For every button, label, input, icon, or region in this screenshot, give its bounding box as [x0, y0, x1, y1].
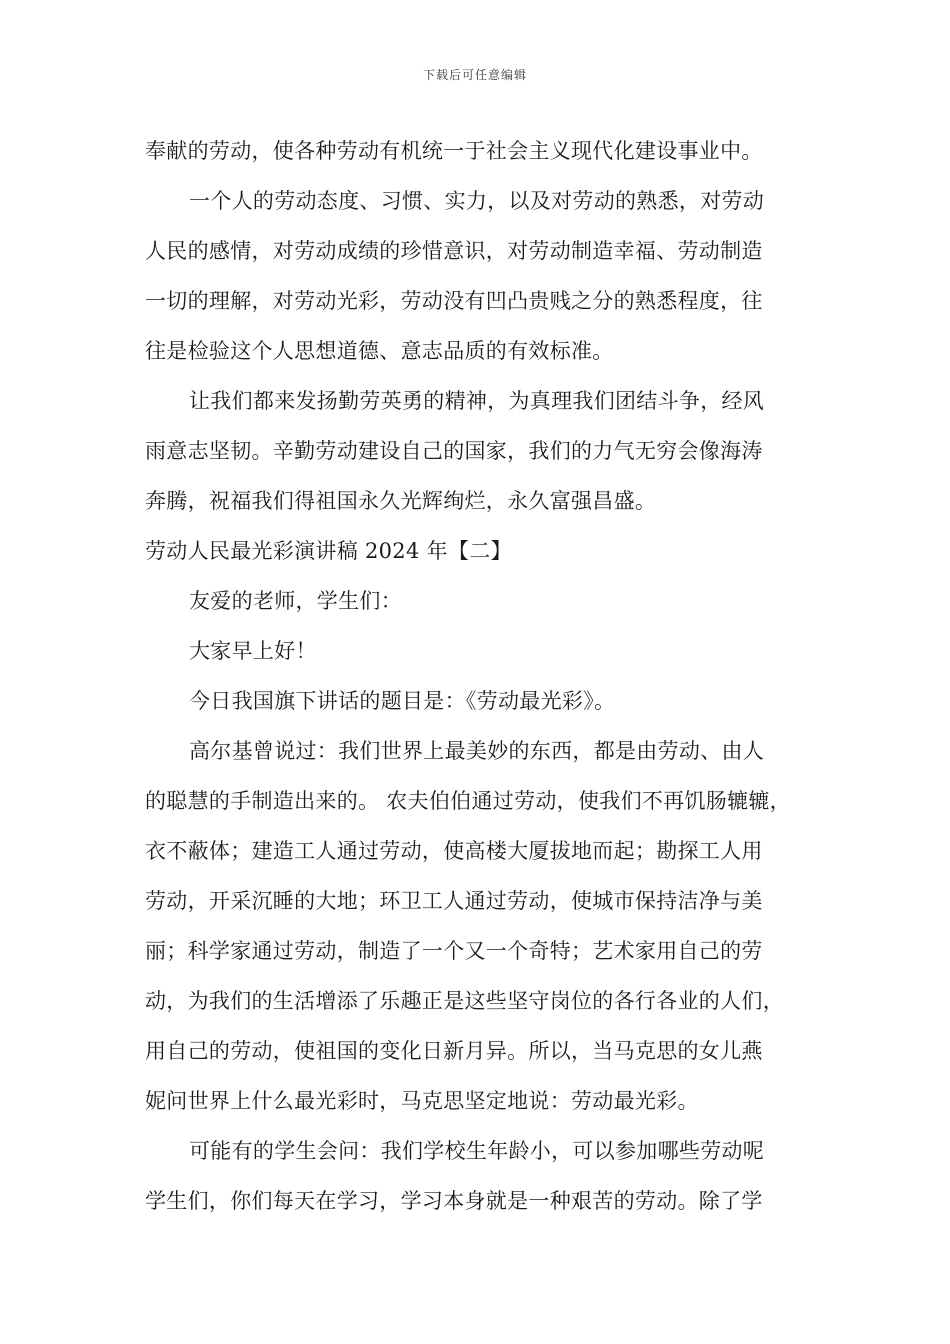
text-line: 衣不蔽体；建造工人通过劳动，使高楼大厦拔地而起；勘探工人用	[145, 839, 763, 863]
text-line: 往是检验这个人思想道德、意志品质的有效标准。	[145, 339, 614, 363]
text-line: 一切的理解，对劳动光彩，劳动没有凹凸贵贱之分的熟悉程度，往	[145, 289, 763, 313]
text-line: 大家早上好！	[189, 639, 317, 663]
text-line: 的聪慧的手制造出来的。 农夫伯伯通过劳动，使我们不再饥肠辘辘，	[145, 789, 791, 813]
text-line: 高尔基曾说过：我们世界上最美妙的东西，都是由劳动、由人	[189, 739, 765, 763]
header-note: 下载后可任意编辑	[422, 68, 527, 82]
text-line: 奉献的劳动，使各种劳动有机统一于社会主义现代化建设事业中。	[145, 139, 763, 163]
text-line: 妮问世界上什么最光彩时，马克思坚定地说：劳动最光彩。	[145, 1089, 699, 1113]
section-heading: 劳动人民最光彩演讲稿 2024 年【二】	[145, 539, 512, 563]
text-line: 今日我国旗下讲话的题目是：《劳动最光彩》。	[189, 689, 616, 713]
text-line: 可能有的学生会问：我们学校生年龄小，可以参加哪些劳动呢	[189, 1139, 765, 1163]
text-line: 让我们都来发扬勤劳英勇的精神，为真理我们团结斗争，经风	[189, 389, 765, 413]
text-line: 用自己的劳动，使祖国的变化日新月异。所以，当马克思的女儿燕	[145, 1039, 763, 1063]
text-line: 友爱的老师，学生们：	[189, 589, 402, 613]
text-line: 动，为我们的生活增添了乐趣正是这些坚守岗位的各行各业的人们，	[145, 989, 784, 1013]
text-line: 学生们，你们每天在学习，学习本身就是一种艰苦的劳动。除了学	[145, 1189, 763, 1213]
text-line: 雨意志坚韧。辛勤劳动建设自己的国家，我们的力气无穷会像海涛	[145, 439, 763, 463]
text-line: 劳动，开采沉睡的大地；环卫工人通过劳动，使城市保持洁净与美	[145, 889, 763, 913]
text-line: 丽；科学家通过劳动，制造了一个又一个奇特；艺术家用自己的劳	[145, 939, 763, 963]
text-line: 奔腾，祝福我们得祖国永久光辉绚烂，永久富强昌盛。	[145, 489, 657, 513]
document-body	[145, 126, 815, 1226]
text-line: 人民的感情，对劳动成绩的珍惜意识，对劳动制造幸福、劳动制造	[145, 239, 763, 263]
text-line: 一个人的劳动态度、习惯、实力，以及对劳动的熟悉，对劳动	[189, 189, 765, 213]
